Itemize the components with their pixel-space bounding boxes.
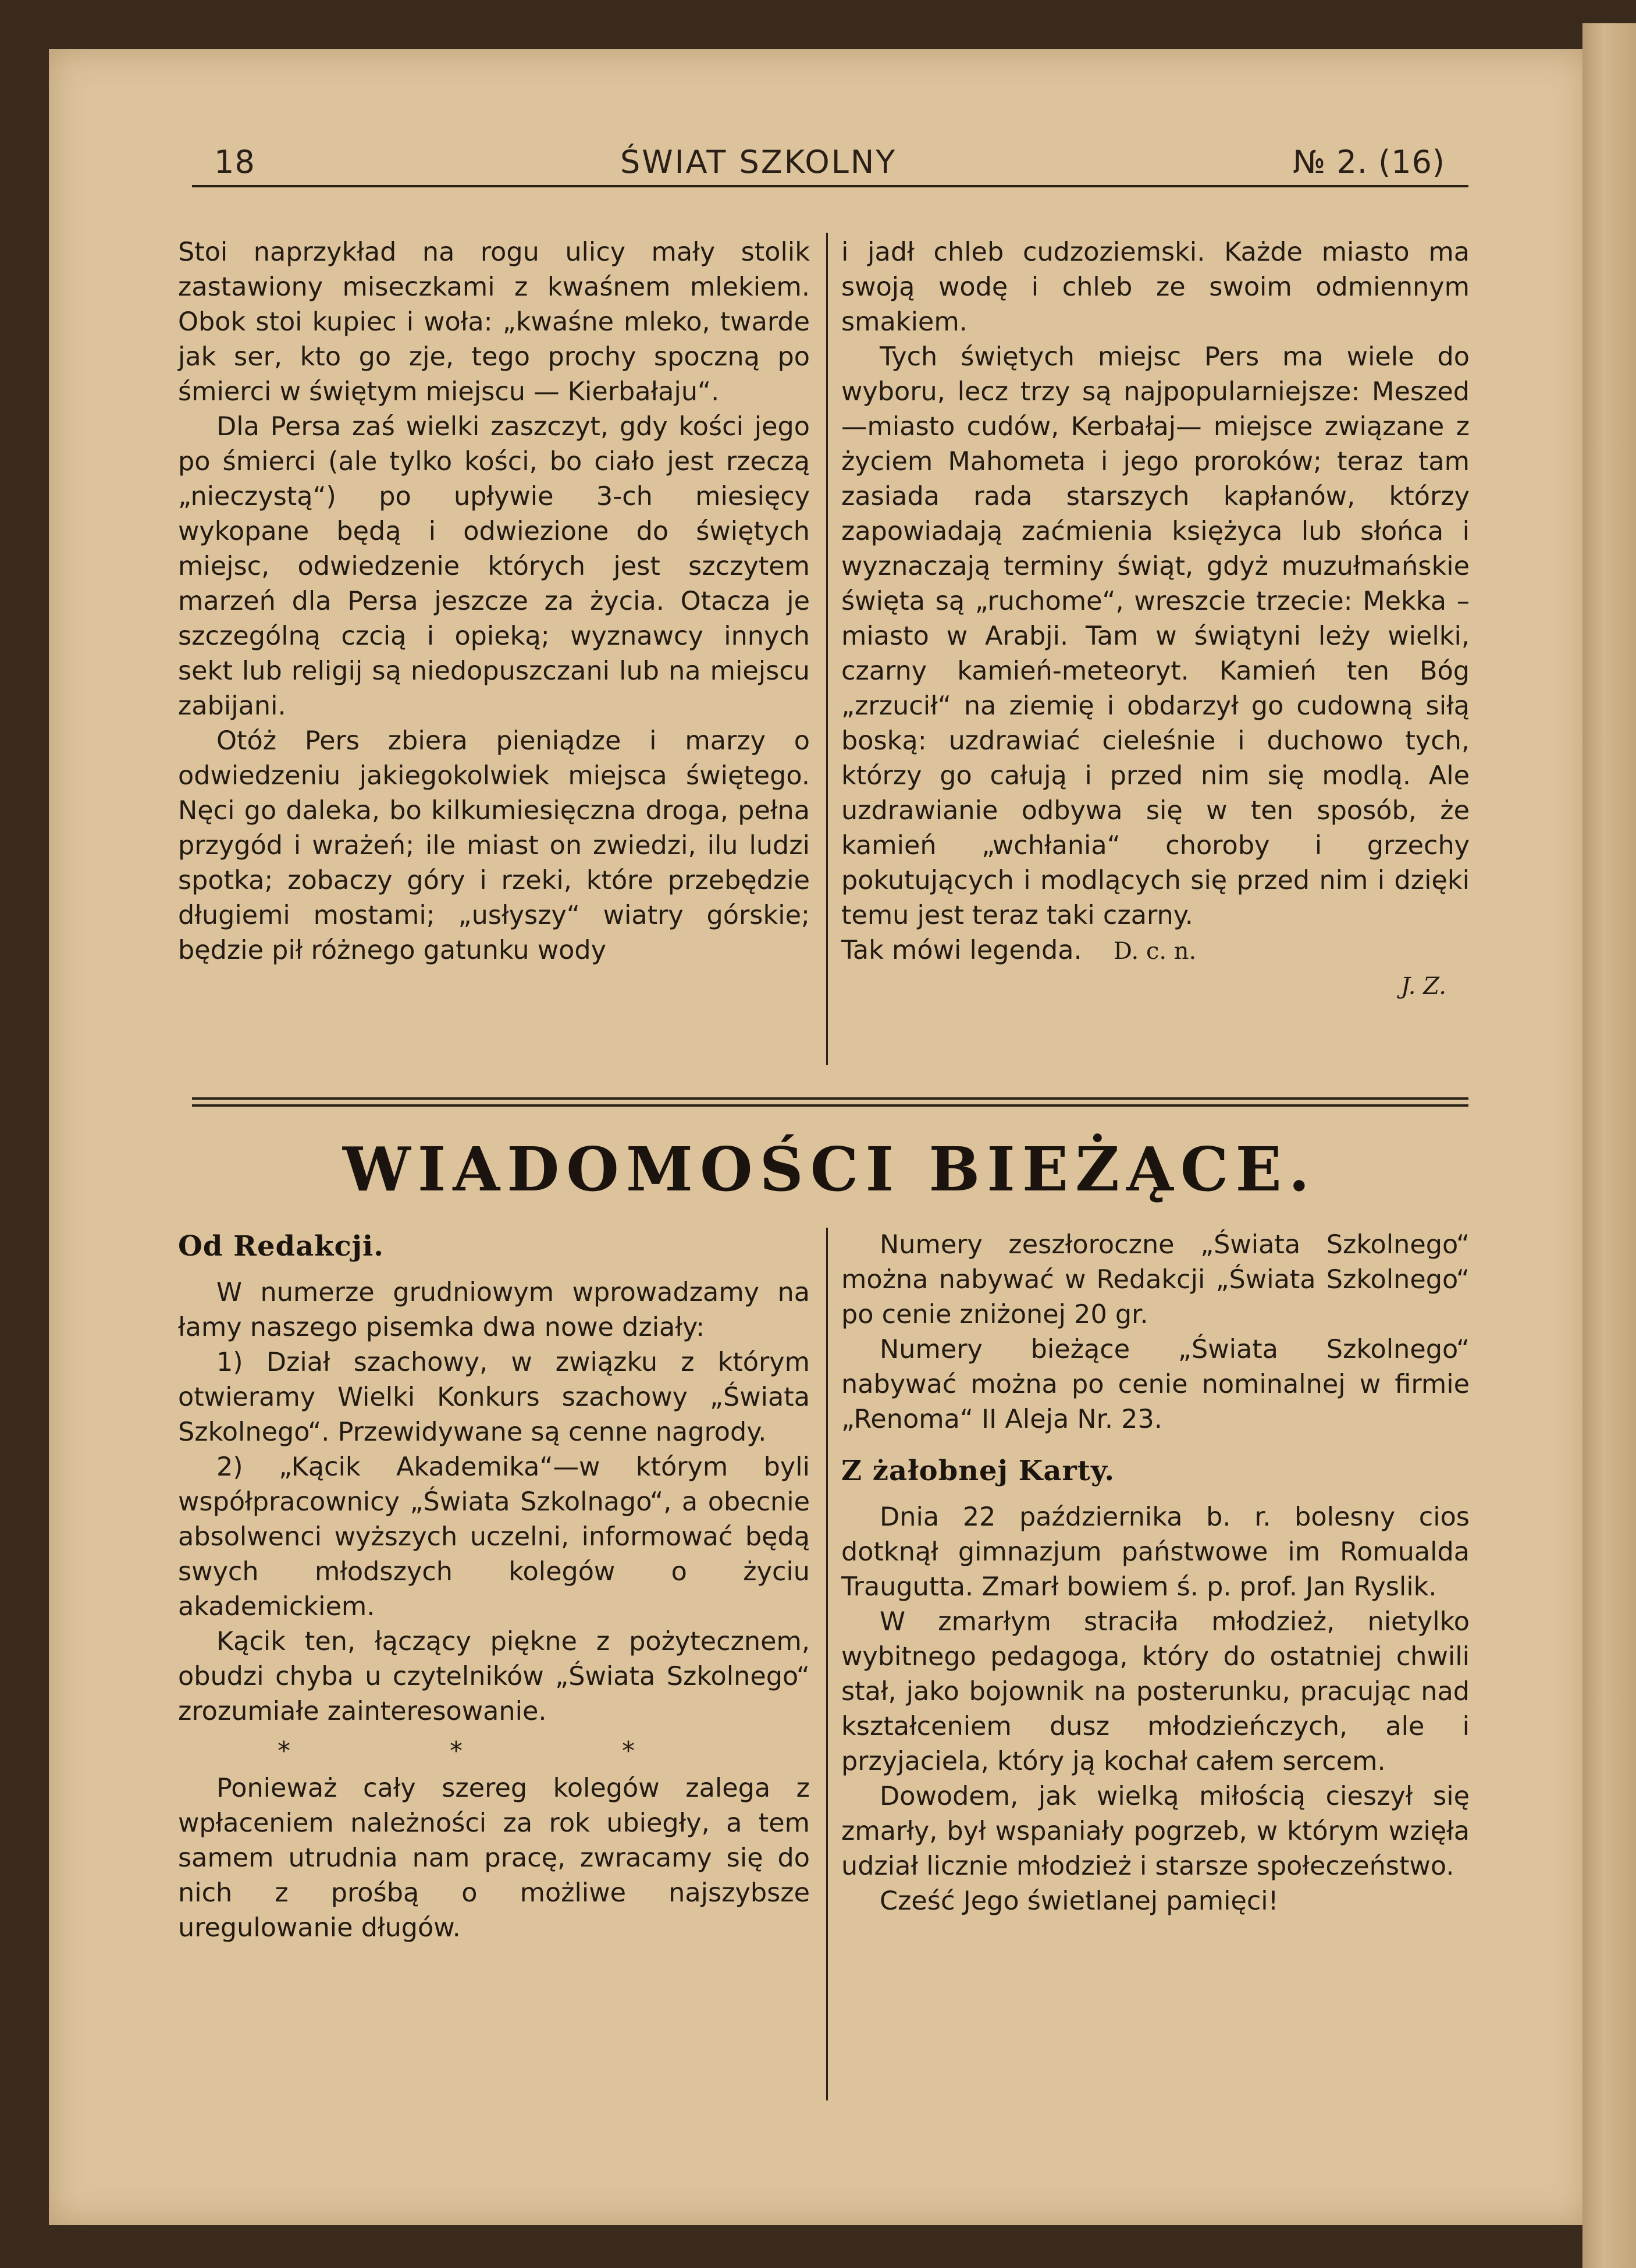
paragraph: Cześć Jego świetlanej pamięci! bbox=[880, 1886, 1279, 1916]
paragraph: Kącik ten, łączący piękne z pożytecznem, obudzi chyba u czytelników „Świata Szkolnego“ zrozumiałe zainteresowanie. bbox=[178, 1627, 810, 1726]
paragraph: Dla Persa zaś wielki zaszczyt, gdy kości jego po śmierci (ale tylko kości, bo ciało jest rzeczą „nieczystą“) po upływie 3-ch miesięcy wykopane będą i odwiezione do świętych miejsc, odwiedzenie których jest szczytem marzeń dla Persa jeszcze za życia. Otacza je szczególną czcią i opieką; wyznawcy innych sekt lub religij są niedopuszczani lub na miejscu zabijani. bbox=[178, 412, 810, 721]
paragraph: Ponieważ cały szereg kolegów zalega z wpłaceniem należności za rok ubiegły, a tem samem utrudnia nam pracę, zwracamy się do nich z prośbą o możliwe najszybsze uregulowanie długów. bbox=[178, 1773, 810, 1943]
paragraph: Stoi naprzykład na rogu ulicy mały stolik zastawiony miseczkami z kwaśnem mlekiem. Obok stoi kupiec i woła: „kwaśne mleko, twarde jak ser, kto go zje, tego prochy spoczną po śmierci w świętym miejscu — Kierbałaju“. bbox=[178, 237, 810, 407]
legend-line bbox=[841, 933, 1470, 969]
page-number: 18 bbox=[214, 144, 255, 180]
top-right-column bbox=[841, 235, 1470, 1004]
paragraph: 1) Dział szachowy, w związku z którym otwieramy Wielki Konkurs szachowy „Świata Szkolnego“. Przewidywane są cenne nagrody. bbox=[178, 1348, 810, 1447]
section-double-rule-top bbox=[192, 1097, 1468, 1100]
paragraph: Dowodem, jak wielką miłością cieszył się zmarły, był wspaniały pogrzeb, w którym wzięła udział licznie młodzież i starsze społeczeństwo. bbox=[841, 1782, 1470, 1881]
column-divider bbox=[826, 1228, 828, 2100]
issue-number: № 2. (16) bbox=[1293, 144, 1445, 180]
paragraph: i jadł chleb cudzoziemski. Każde miasto ma swoją wodę i chleb ze swoim odmiennym smakiem. bbox=[841, 237, 1470, 337]
paragraph: Dnia 22 października b. r. bolesny cios dotknął gimnazjum państwowe im Romualda Traugutta. Zmarł bowiem ś. p. prof. Jan Ryslik. bbox=[841, 1502, 1470, 1602]
continued-note: D. c. n. bbox=[1113, 938, 1197, 965]
author-signature: J. Z. bbox=[1400, 973, 1446, 1000]
closing-text: Tak mówi legenda. bbox=[841, 936, 1082, 965]
column-divider bbox=[826, 233, 828, 1065]
paragraph: W numerze grudniowym wprowadzamy na łamy naszego pisemka dwa nowe działy: bbox=[178, 1278, 810, 1342]
running-header bbox=[191, 137, 1468, 186]
subsection-heading: Od Redakcji. bbox=[178, 1230, 384, 1263]
journal-title: ŚWIAT SZKOLNY bbox=[620, 144, 897, 180]
book-spine bbox=[1582, 23, 1636, 2268]
paragraph: Numery zeszłoroczne „Świata Szkolnego“ można nabywać w Redakcji „Świata Szkolnego“ po cenie zniżonej 20 gr. bbox=[841, 1230, 1470, 1329]
paragraph: Otóż Pers zbiera pieniądze i marzy o odwiedzeniu jakiegokolwiek miejsca świętego. Nęci go daleka, bo kilkumiesięczna droga, pełna przygód i wrażeń; ile miast on zwiedzi, ilu ludzi spotka; zobaczy góry i rzeki, które przebędzie długiemi mostami; „usłyszy“ wiatry górskie; będzie pił różnego gatunku wody bbox=[178, 726, 810, 965]
header-rule bbox=[192, 185, 1468, 187]
paragraph: Tych świętych miejsc Pers ma wiele do wyboru, lecz trzy są najpopularniejsze: Meszed—miasto cudów, Kerbałaj— miejsce związane z życiem Mahometa i jego proroków; teraz tam zasiada rada starszych kapłanów, którzy zapowiadają zaćmienia księżyca lub słońca i wyznaczają terminy świąt, gdyż muzułmańskie święta są „ruchome“, wreszcie trzecie: Mekka – miasto w Arabji. Tam w świątyni leży wielki, czarny kamień-meteoryt. Kamień ten Bóg „zrzucił“ na ziemię i obdarzył go cudowną siłą boską: uzdrawiać cieleśnie i duchowo tych, którzy go całują i przed nim się modlą. Ale uzdrawianie odbywa się w ten sposób, że kamień „wchłania“ choroby i grzechy pokutujących i modlących się przed nim i dzięki temu jest teraz taki czarny. bbox=[841, 342, 1470, 930]
section-double-rule-bottom bbox=[192, 1104, 1468, 1107]
bottom-right-column bbox=[841, 1228, 1470, 1919]
bottom-left-column bbox=[178, 1228, 810, 1946]
asterism-separator: * * * bbox=[278, 1736, 710, 1766]
paragraph: W zmarłym straciła młodzież, nietylko wybitnego pedagoga, który do ostatniej chwili stał, jako bojownik na posterunku, pracując nad kształceniem dusz młodzieńczych, ale i przyjaciela, który ją kochał całem sercem. bbox=[841, 1607, 1470, 1776]
top-left-column bbox=[178, 235, 810, 968]
subsection-heading: Z żałobnej Karty. bbox=[841, 1455, 1115, 1487]
paragraph: 2) „Kącik Akademika“—w którym byli współpracownicy „Świata Szkolnago“, a obecnie absolwenci wyższych uczelni, informować będą swych młodszych kolegów o życiu akademickiem. bbox=[178, 1452, 810, 1622]
paragraph: Numery bieżące „Świata Szkolnego“ nabywać można po cenie nominalnej w firmie „Renoma“ II Aleja Nr. 23. bbox=[841, 1335, 1470, 1434]
section-title: WIADOMOŚCI BIEŻĄCE. bbox=[342, 1133, 1317, 1205]
